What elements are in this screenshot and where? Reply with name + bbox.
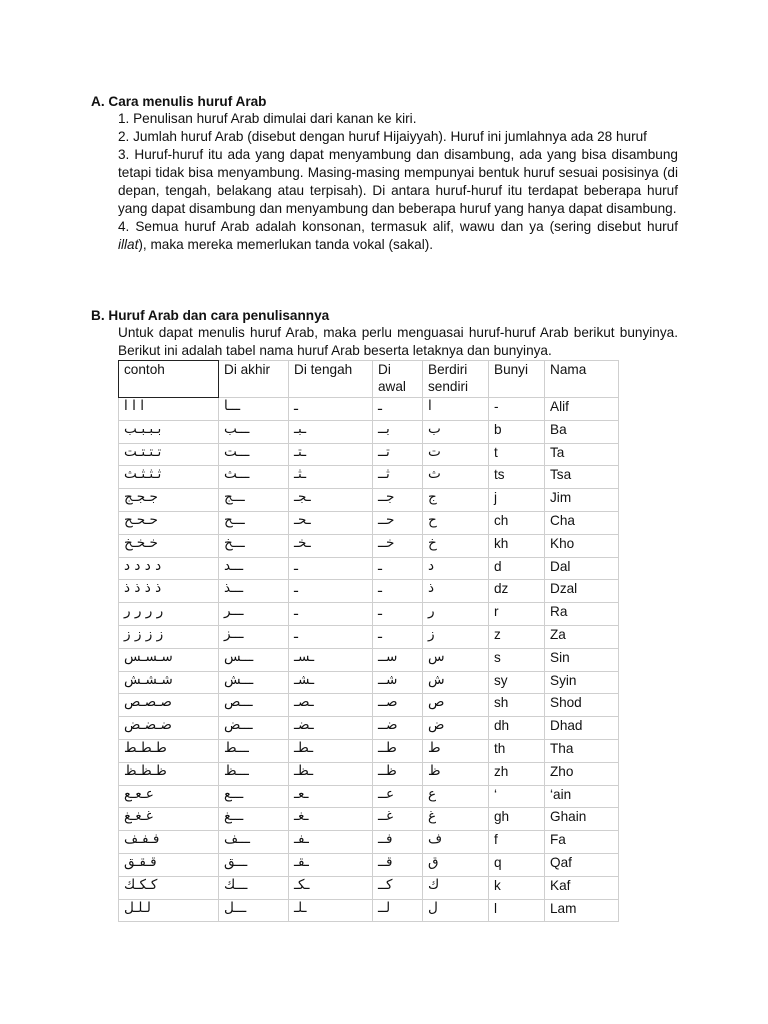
cell-contoh: فـفـف	[119, 831, 219, 854]
cell-contoh: كـكـك	[119, 876, 219, 899]
cell-berdiri-sendiri: ش	[423, 671, 489, 694]
cell-di-akhir: ـــع	[219, 785, 289, 808]
section-b-intro: Untuk dapat menulis huruf Arab, maka perlu menguasai huruf-huruf Arab berikut bunyinya. Berikut ini adalah tabel nama huruf Arab beserta letaknya dan bunyinya.	[118, 325, 678, 358]
cell-nama: Syin	[545, 671, 619, 694]
cell-nama: Tsa	[545, 466, 619, 489]
cell-nama: Ra	[545, 603, 619, 626]
cell-di-awal: ـ	[373, 580, 423, 603]
cell-di-awal: جــ	[373, 489, 423, 512]
table-row	[119, 580, 619, 603]
cell-contoh: سـسـس	[119, 648, 219, 671]
cell-di-awal: ـ	[373, 557, 423, 580]
table-row	[119, 398, 619, 421]
table-row	[119, 420, 619, 443]
cell-di-tengah: ـ	[289, 398, 373, 421]
cell-bunyi: b	[489, 420, 545, 443]
section-b-heading: B. Huruf Arab dan cara penulisannya	[91, 308, 330, 323]
cell-di-tengah: ـخـ	[289, 534, 373, 557]
cell-di-tengah: ـجـ	[289, 489, 373, 512]
cell-bunyi: kh	[489, 534, 545, 557]
cell-di-tengah: ـطـ	[289, 739, 373, 762]
cell-bunyi: l	[489, 899, 545, 922]
cell-contoh: د د د د	[119, 557, 219, 580]
cell-berdiri-sendiri: ا	[423, 398, 489, 421]
cell-di-awal: خــ	[373, 534, 423, 557]
item-4-italic-term: illat	[118, 237, 139, 252]
table-row	[119, 739, 619, 762]
cell-nama: Jim	[545, 489, 619, 512]
cell-di-awal: بــ	[373, 420, 423, 443]
cell-berdiri-sendiri: ظ	[423, 762, 489, 785]
cell-nama: Kaf	[545, 876, 619, 899]
cell-berdiri-sendiri: ب	[423, 420, 489, 443]
cell-nama: Qaf	[545, 853, 619, 876]
cell-di-akhir: ـــذ	[219, 580, 289, 603]
cell-berdiri-sendiri: ك	[423, 876, 489, 899]
cell-di-tengah: ـصـ	[289, 694, 373, 717]
cell-contoh: ر ر ر ر	[119, 603, 219, 626]
cell-berdiri-sendiri: ض	[423, 717, 489, 740]
cell-di-akhir: ـــف	[219, 831, 289, 854]
table-row	[119, 808, 619, 831]
cell-bunyi: q	[489, 853, 545, 876]
cell-di-tengah: ـفـ	[289, 831, 373, 854]
section-a-item-4	[118, 218, 678, 254]
cell-di-tengah: ـتـ	[289, 443, 373, 466]
cell-di-akhir: ـــس	[219, 648, 289, 671]
cell-contoh: ا ا ا	[119, 398, 219, 421]
cell-bunyi: d	[489, 557, 545, 580]
cell-di-akhir: ـــظ	[219, 762, 289, 785]
table-row	[119, 534, 619, 557]
cell-di-akhir: ـــخ	[219, 534, 289, 557]
cell-bunyi: -	[489, 398, 545, 421]
cell-contoh: شـشـش	[119, 671, 219, 694]
cell-contoh: تـتـتـت	[119, 443, 219, 466]
cell-contoh: جـجـج	[119, 489, 219, 512]
cell-di-akhir: ـــز	[219, 625, 289, 648]
cell-bunyi: zh	[489, 762, 545, 785]
cell-berdiri-sendiri: ص	[423, 694, 489, 717]
section-b-body	[118, 324, 678, 360]
cell-nama: ‘ain	[545, 785, 619, 808]
table-row	[119, 717, 619, 740]
section-a-item-3: 3. Huruf-huruf itu ada yang dapat menyambung dan disambung, ada yang bisa disambung tetapi tidak bisa menyambung. Masing-masing mempunyai bentuk huruf sesuai posisinya (di depan, tengah, belakang atau terpisah). Di antara huruf-huruf itu terdapat beberapa huruf yang dapat disambung dan menyambung dan beberapa huruf yang hanya dapat disambung.	[118, 147, 678, 216]
cell-di-awal: حــ	[373, 511, 423, 534]
cell-contoh: بـبـبـب	[119, 420, 219, 443]
cell-contoh: غـغـغ	[119, 808, 219, 831]
cell-di-akhir: ـــث	[219, 466, 289, 489]
cell-contoh: قـقـق	[119, 853, 219, 876]
cell-berdiri-sendiri: د	[423, 557, 489, 580]
header-berdiri-sendiri: Berdiri sendiri	[423, 361, 489, 398]
cell-di-tengah: ـسـ	[289, 648, 373, 671]
cell-bunyi: s	[489, 648, 545, 671]
cell-di-akhir: ـــد	[219, 557, 289, 580]
cell-bunyi: j	[489, 489, 545, 512]
cell-contoh: خـخـخ	[119, 534, 219, 557]
cell-berdiri-sendiri: ف	[423, 831, 489, 854]
cell-contoh: طـطـط	[119, 739, 219, 762]
cell-di-tengah: ـ	[289, 557, 373, 580]
cell-di-tengah: ـلـ	[289, 899, 373, 922]
cell-nama: Zho	[545, 762, 619, 785]
table-row	[119, 443, 619, 466]
table-row	[119, 671, 619, 694]
section-a-item-1: 1. Penulisan huruf Arab dimulai dari kanan ke kiri.	[118, 111, 417, 126]
cell-berdiri-sendiri: غ	[423, 808, 489, 831]
cell-di-tengah: ـ	[289, 603, 373, 626]
cell-di-akhir: ـــغ	[219, 808, 289, 831]
cell-nama: Shod	[545, 694, 619, 717]
cell-bunyi: gh	[489, 808, 545, 831]
cell-berdiri-sendiri: ت	[423, 443, 489, 466]
table-row	[119, 876, 619, 899]
cell-berdiri-sendiri: خ	[423, 534, 489, 557]
cell-berdiri-sendiri: س	[423, 648, 489, 671]
cell-bunyi: f	[489, 831, 545, 854]
cell-di-awal: شــ	[373, 671, 423, 694]
cell-di-akhir: ـــط	[219, 739, 289, 762]
cell-di-tengah: ـ	[289, 580, 373, 603]
table-row	[119, 785, 619, 808]
section-a-heading: A. Cara menulis huruf Arab	[91, 94, 267, 109]
header-contoh: contoh	[119, 361, 219, 398]
cell-di-awal: غــ	[373, 808, 423, 831]
cell-di-akhir: ـــك	[219, 876, 289, 899]
cell-contoh: ثـثـثـث	[119, 466, 219, 489]
table-row	[119, 853, 619, 876]
cell-di-tengah: ـشـ	[289, 671, 373, 694]
cell-nama: Lam	[545, 899, 619, 922]
cell-nama: Alif	[545, 398, 619, 421]
header-di-akhir: Di akhir	[219, 361, 289, 398]
cell-contoh: ذ ذ ذ ذ	[119, 580, 219, 603]
cell-contoh: صـصـص	[119, 694, 219, 717]
cell-di-tengah: ـظـ	[289, 762, 373, 785]
table-row	[119, 511, 619, 534]
cell-berdiri-sendiri: ل	[423, 899, 489, 922]
cell-bunyi: ch	[489, 511, 545, 534]
cell-bunyi: z	[489, 625, 545, 648]
cell-bunyi: ‘	[489, 785, 545, 808]
cell-di-akhir: ـــح	[219, 511, 289, 534]
table-row	[119, 694, 619, 717]
cell-di-tengah: ـقـ	[289, 853, 373, 876]
cell-berdiri-sendiri: ذ	[423, 580, 489, 603]
cell-di-awal: صــ	[373, 694, 423, 717]
cell-bunyi: dh	[489, 717, 545, 740]
cell-bunyi: ts	[489, 466, 545, 489]
cell-berdiri-sendiri: ح	[423, 511, 489, 534]
cell-nama: Dzal	[545, 580, 619, 603]
cell-nama: Kho	[545, 534, 619, 557]
cell-di-akhir: ـــق	[219, 853, 289, 876]
cell-di-awal: ظــ	[373, 762, 423, 785]
cell-di-awal: ثــ	[373, 466, 423, 489]
hijaiyyah-table	[118, 360, 619, 922]
table-header-row	[119, 361, 619, 398]
cell-berdiri-sendiri: ط	[423, 739, 489, 762]
header-bunyi: Bunyi	[489, 361, 545, 398]
table-row	[119, 603, 619, 626]
table-row	[119, 899, 619, 922]
cell-di-awal: عــ	[373, 785, 423, 808]
cell-bunyi: r	[489, 603, 545, 626]
cell-bunyi: sy	[489, 671, 545, 694]
cell-bunyi: th	[489, 739, 545, 762]
cell-di-awal: ســ	[373, 648, 423, 671]
cell-bunyi: sh	[489, 694, 545, 717]
cell-di-tengah: ـبـ	[289, 420, 373, 443]
cell-di-tengah: ـ	[289, 625, 373, 648]
cell-berdiri-sendiri: ر	[423, 603, 489, 626]
cell-nama: Sin	[545, 648, 619, 671]
table-row	[119, 466, 619, 489]
cell-berdiri-sendiri: ق	[423, 853, 489, 876]
cell-di-awal: لــ	[373, 899, 423, 922]
cell-bunyi: dz	[489, 580, 545, 603]
cell-di-awal: ـ	[373, 398, 423, 421]
cell-nama: Fa	[545, 831, 619, 854]
cell-di-awal: كــ	[373, 876, 423, 899]
cell-di-awal: تــ	[373, 443, 423, 466]
cell-di-akhir: ـــش	[219, 671, 289, 694]
cell-di-akhir: ـــض	[219, 717, 289, 740]
cell-nama: Dhad	[545, 717, 619, 740]
table-body	[119, 398, 619, 922]
table-row	[119, 489, 619, 512]
header-di-awal: Di awal	[373, 361, 423, 398]
cell-di-awal: ـ	[373, 603, 423, 626]
cell-di-tengah: ـغـ	[289, 808, 373, 831]
cell-berdiri-sendiri: ع	[423, 785, 489, 808]
cell-contoh: عـعـع	[119, 785, 219, 808]
cell-berdiri-sendiri: ز	[423, 625, 489, 648]
cell-di-akhir: ـــج	[219, 489, 289, 512]
section-a-item-2: 2. Jumlah huruf Arab (disebut dengan huruf Hijaiyyah). Huruf ini jumlahnya ada 28 huruf	[118, 129, 647, 144]
cell-di-awal: ـ	[373, 625, 423, 648]
header-di-tengah: Di tengah	[289, 361, 373, 398]
cell-nama: Ghain	[545, 808, 619, 831]
section-a-body	[118, 110, 678, 254]
cell-di-akhir: ـــت	[219, 443, 289, 466]
cell-di-awal: قــ	[373, 853, 423, 876]
table-row	[119, 625, 619, 648]
cell-contoh: ظـظـظ	[119, 762, 219, 785]
cell-di-awal: فــ	[373, 831, 423, 854]
cell-di-tengah: ـكـ	[289, 876, 373, 899]
cell-contoh: ز ز ز ز	[119, 625, 219, 648]
cell-nama: Za	[545, 625, 619, 648]
cell-di-tengah: ـثـ	[289, 466, 373, 489]
cell-di-tengah: ـضـ	[289, 717, 373, 740]
table-row	[119, 762, 619, 785]
item-4-text-pre: 4. Semua huruf Arab adalah konsonan, termasuk alif, wawu dan ya (sering disebut huruf	[118, 219, 678, 234]
cell-nama: Ba	[545, 420, 619, 443]
cell-di-akhir: ـــص	[219, 694, 289, 717]
header-nama: Nama	[545, 361, 619, 398]
cell-di-awal: ضــ	[373, 717, 423, 740]
cell-di-akhir: ـــر	[219, 603, 289, 626]
cell-nama: Dal	[545, 557, 619, 580]
table-row	[119, 648, 619, 671]
cell-di-tengah: ـعـ	[289, 785, 373, 808]
table-row	[119, 557, 619, 580]
cell-di-akhir: ـــب	[219, 420, 289, 443]
cell-di-awal: طــ	[373, 739, 423, 762]
cell-bunyi: t	[489, 443, 545, 466]
cell-berdiri-sendiri: ث	[423, 466, 489, 489]
table-row	[119, 831, 619, 854]
cell-di-akhir: ـــا	[219, 398, 289, 421]
item-4-text-post: ), maka mereka memerlukan tanda vokal (sakal).	[138, 237, 434, 252]
cell-nama: Tha	[545, 739, 619, 762]
cell-berdiri-sendiri: ج	[423, 489, 489, 512]
cell-bunyi: k	[489, 876, 545, 899]
cell-di-akhir: ـــل	[219, 899, 289, 922]
cell-contoh: لـلـل	[119, 899, 219, 922]
cell-nama: Cha	[545, 511, 619, 534]
cell-contoh: ضـضـض	[119, 717, 219, 740]
cell-di-tengah: ـحـ	[289, 511, 373, 534]
cell-contoh: حـحـح	[119, 511, 219, 534]
cell-nama: Ta	[545, 443, 619, 466]
